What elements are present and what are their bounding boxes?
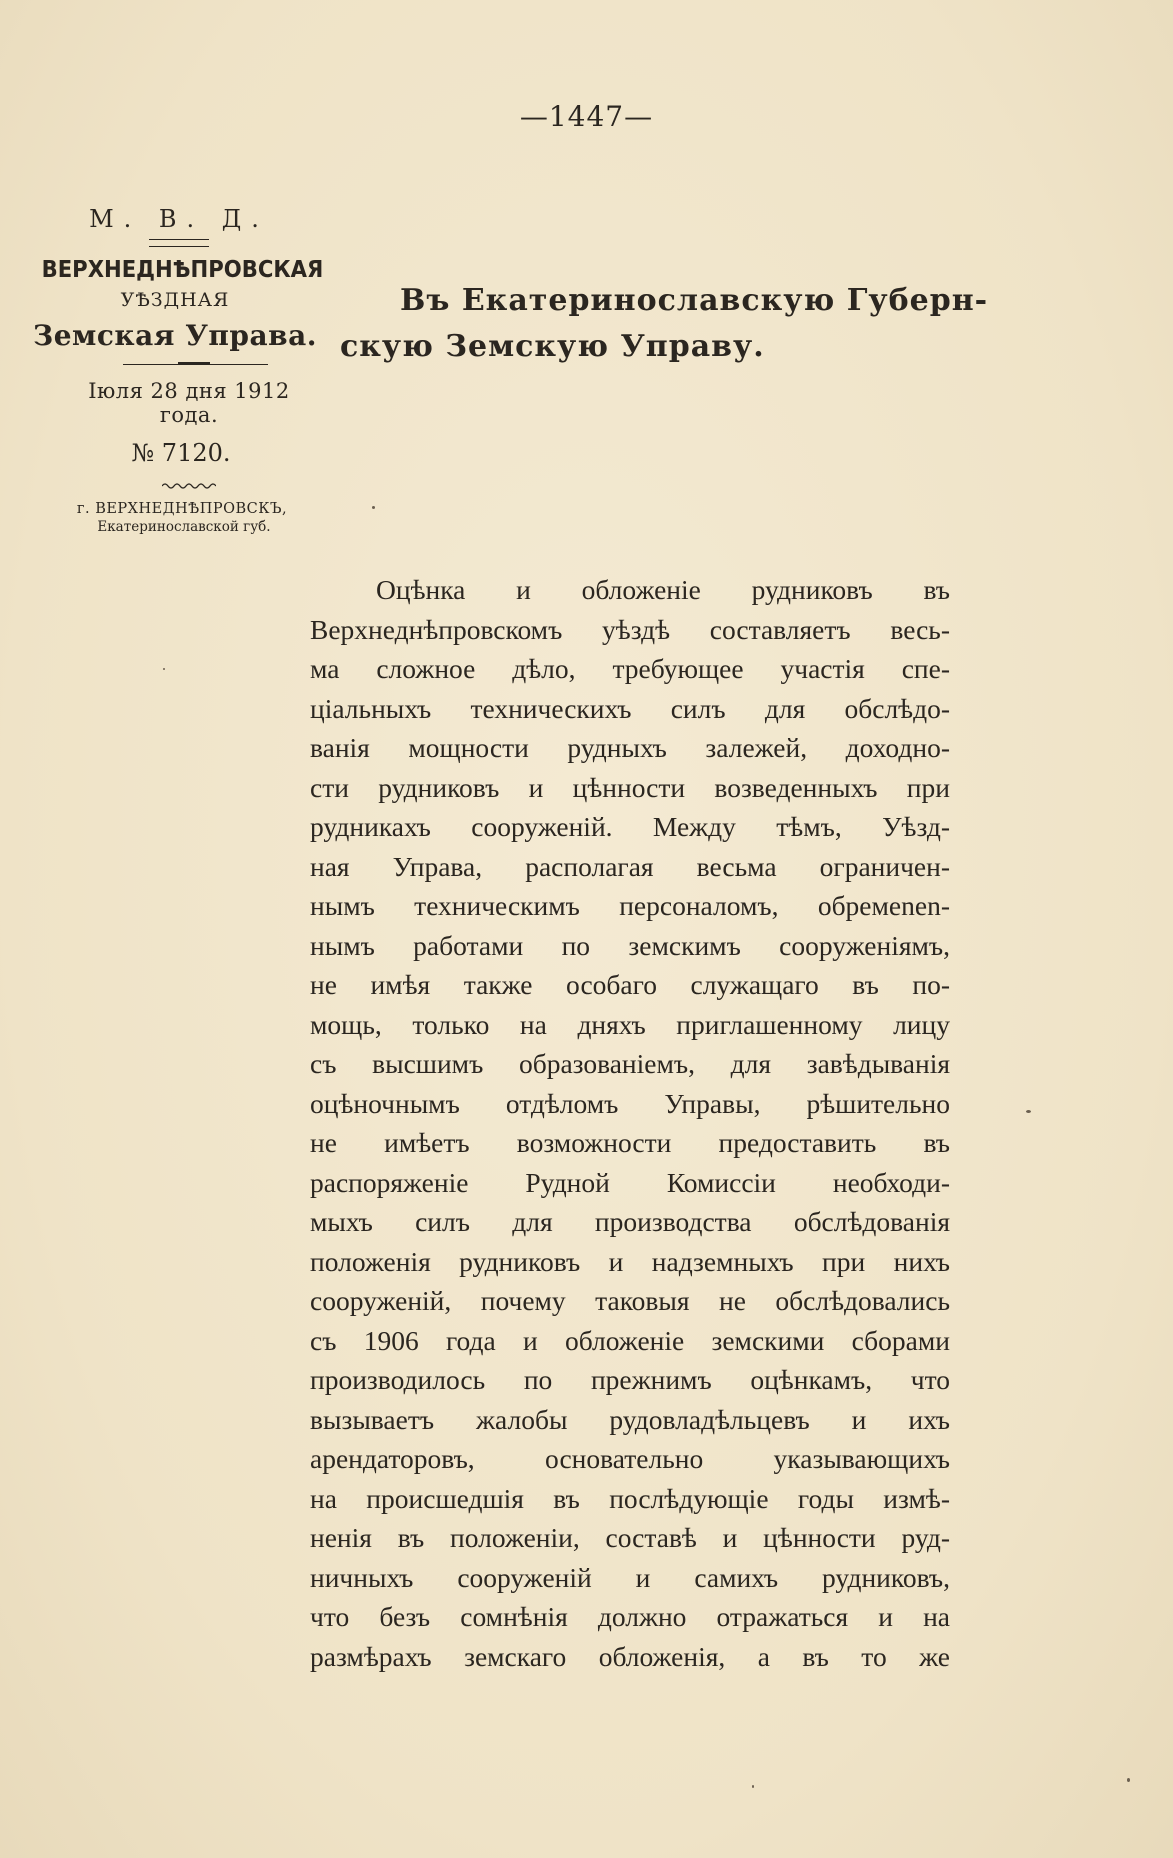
addressee-line-1: Въ Екатеринославскую Губерн- bbox=[400, 283, 989, 318]
body-line: размѣрахъ земскаго обложенія, а въ то же bbox=[310, 1640, 950, 1672]
body-line: съ высшимъ образованіемъ, для завѣдыванія bbox=[310, 1048, 950, 1079]
body-line: на происшедшія въ послѣдующіе годы измѣ- bbox=[310, 1482, 950, 1514]
province-name: Екатеринославской губ. bbox=[97, 519, 271, 535]
letter-number: № 7120. bbox=[131, 439, 231, 467]
body-line: ванія мощности рудныхъ залежей, доходно- bbox=[310, 732, 950, 763]
ink-speck bbox=[1026, 1110, 1031, 1113]
body-line: распоряженіе Рудной Комиссіи необходи- bbox=[310, 1166, 950, 1198]
letterhead-rule bbox=[123, 364, 268, 365]
body-line: сти рудниковъ и цѣнности возведенныхъ при bbox=[310, 771, 950, 803]
letterhead bbox=[30, 205, 324, 535]
body-line: ненія въ положеніи, составѣ и цѣнности руд- bbox=[310, 1522, 950, 1553]
body-line: ціальныхъ техническихъ силъ для обслѣдо- bbox=[310, 692, 950, 724]
letter-date: Іюля 28 дня 1912 года. bbox=[88, 379, 290, 427]
body-line: ничныхъ сооруженій и самихъ рудниковъ, bbox=[310, 1561, 950, 1593]
body-line: вызываетъ жалобы рудовладѣльцевъ и ихъ bbox=[310, 1403, 950, 1435]
town-name: г. ВЕРХНЕДНѢПРОВСКЪ, bbox=[76, 501, 288, 517]
addressee bbox=[340, 278, 989, 370]
body-line: Верхнеднѣпровскомъ уѣздѣ составляетъ весь- bbox=[310, 613, 950, 645]
body-line: не имѣя также особаго служащаго въ по- bbox=[310, 969, 950, 1000]
body-line: производилось по прежнимъ оцѣнкамъ, что bbox=[310, 1364, 950, 1395]
body-line: арендаторовъ, основательно указывающихъ bbox=[310, 1443, 950, 1474]
body-line: съ 1906 года и обложеніе земскими сборами bbox=[310, 1324, 950, 1356]
ink-speck bbox=[1127, 1778, 1130, 1782]
body-line: мыхъ силъ для производства обслѣдованія bbox=[310, 1206, 950, 1237]
body-line: рудникахъ сооруженій. Между тѣмъ, Уѣзд- bbox=[310, 811, 950, 842]
body-line: нымъ техническимъ персоналомъ, обремenen- bbox=[310, 890, 950, 921]
body-line: ная Управа, располагая весьма ограничен- bbox=[310, 850, 950, 882]
letterhead-double-rule bbox=[149, 239, 209, 247]
ink-speck bbox=[372, 506, 375, 509]
page-number: —1447— bbox=[519, 100, 654, 133]
ink-speck bbox=[752, 1785, 754, 1788]
ink-speck bbox=[163, 668, 165, 670]
council-name: Земская Управа. bbox=[33, 319, 317, 352]
organization-subtitle: УѢЗДНАЯ bbox=[120, 289, 230, 311]
body-line: оцѣночнымъ отдѣломъ Управы, рѣшительно bbox=[310, 1087, 950, 1119]
addressee-line-2: скую Земскую Управу. bbox=[340, 329, 765, 364]
body-line: что безъ сомнѣнія должно отражаться и на bbox=[310, 1601, 950, 1632]
body-line: Оцѣнка и обложеніе рудниковъ въ bbox=[376, 574, 950, 605]
body-line: мощь, только на дняхъ приглашенному лицу bbox=[310, 1008, 950, 1040]
organization-name: ВЕРХНЕДНѢПРОВСКАЯ bbox=[41, 257, 324, 283]
letter-body bbox=[310, 570, 950, 1676]
body-line: сооруженій, почему таковыя не обслѣдовались bbox=[310, 1285, 950, 1316]
body-line: не имѣетъ возможности предоставить въ bbox=[310, 1127, 950, 1158]
wavy-divider bbox=[162, 481, 216, 489]
body-line: положенія рудниковъ и надземныхъ при нихъ bbox=[310, 1245, 950, 1277]
body-line: нымъ работами по земскимъ сооруженіямъ, bbox=[310, 929, 950, 961]
body-line: ма сложное дѣло, требующее участія спе- bbox=[310, 653, 950, 684]
ministry-abbreviation: М. В. Д. bbox=[89, 205, 269, 233]
